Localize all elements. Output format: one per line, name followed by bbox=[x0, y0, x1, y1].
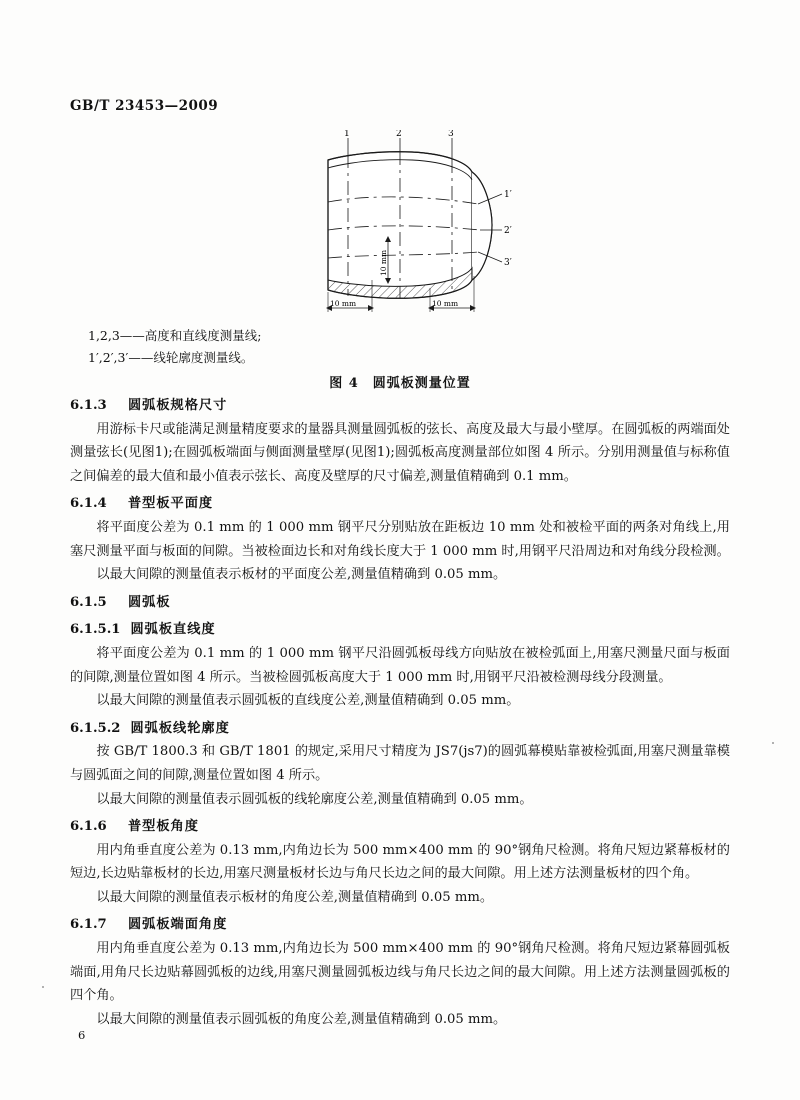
figure-bottom-dimension-left: 10 mm bbox=[330, 299, 357, 308]
section-number: 6.1.5.2 bbox=[70, 720, 121, 736]
section-heading-6-1-7 bbox=[70, 913, 730, 937]
section-title: 普型板平面度 bbox=[128, 496, 214, 512]
figure-label-2: 2 bbox=[396, 130, 402, 139]
figure-legend bbox=[88, 325, 262, 369]
section-number: 6.1.5 bbox=[70, 594, 107, 610]
figure-inner-dimension-label: 10 mm bbox=[379, 249, 388, 276]
document-body bbox=[70, 390, 730, 1031]
figure-label-3-prime: 3′ bbox=[504, 258, 512, 268]
page-header-standard-code: GB/T 23453—2009 bbox=[70, 98, 219, 114]
section-number: 6.1.6 bbox=[70, 819, 107, 835]
arc-plate-measurement-diagram bbox=[300, 130, 540, 320]
paragraph: 以最大间隙的测量值表示圆弧板的角度公差,测量值精确到 0.05 mm。 bbox=[96, 1011, 507, 1027]
figure-bottom-dimension-right: 10 mm bbox=[432, 299, 459, 308]
figure-caption: 图 4 圆弧板测量位置 bbox=[329, 376, 471, 391]
section-title: 普型板角度 bbox=[128, 819, 199, 835]
section-title: 圆弧板端面角度 bbox=[128, 917, 228, 933]
paragraph: 以最大间隙的测量值表示板材的角度公差,测量值精确到 0.05 mm。 bbox=[96, 889, 494, 905]
paragraph: 用游标卡尺或能满足测量精度要求的量器具测量圆弧板的弦长、高度及最大与最小壁厚。在圆弧板的两端面处测量弦长(见图1);在圆弧板端面与侧面测量壁厚(见图1);圆弧板高度测量部位如图 4 所示。分别用测量值与标称值之间偏差的最大值和最小值表示弦长、高度及壁厚的尺寸偏差,测量值精确到 0.1 mm。 bbox=[70, 421, 730, 484]
paragraph: 按 GB/T 1800.3 和 GB/T 1801 的规定,采用尺寸精度为 JS7(js7)的圆弧幕模贴靠被检弧面,用塞尺测量靠模与圆弧面之间的间隙,测量位置如图 4 所示。 bbox=[70, 744, 730, 783]
paragraph: 用内角垂直度公差为 0.13 mm,内角边长为 500 mm×400 mm 的 90°钢角尺检测。将角尺短边紧幕圆弧板端面,用角尺长边贴幕圆弧板的边线,用塞尺测量圆弧板边线与角尺长边之间的最大间隙。用上述方法测量圆弧板的四个角。 bbox=[70, 941, 730, 1004]
figure-legend-line-1: 1,2,3——高度和直线度测量线; bbox=[88, 328, 262, 343]
paragraph: 以最大间隙的测量值表示板材的平面度公差,测量值精确到 0.05 mm。 bbox=[96, 567, 507, 583]
page-number: 6 bbox=[78, 1028, 86, 1042]
figure-label-3: 3 bbox=[448, 130, 454, 139]
paragraph: 用内角垂直度公差为 0.13 mm,内角边长为 500 mm×400 mm 的 90°钢角尺检测。将角尺短边紧幕板材的短边,长边贴靠板材的长边,用塞尺测量板材长边与角尺长边之间的最大间隙。用上述方法测量板材的四个角。 bbox=[70, 842, 730, 882]
paragraph: 将平面度公差为 0.1 mm 的 1 000 mm 钢平尺分别贴放在距板边 10 mm 处和被检平面的两条对角线上,用塞尺测量平面与板面的间隙。当被检面边长和对角线长度大于 1 000 mm 时,用钢平尺沿周边和对角线分段检测。 bbox=[70, 519, 730, 559]
section-number: 6.1.3 bbox=[70, 398, 107, 413]
figure-label-2-prime: 2′ bbox=[504, 226, 512, 236]
scan-speck bbox=[772, 742, 774, 744]
section-heading-6-1-3 bbox=[70, 394, 730, 418]
figure-label-1-prime: 1′ bbox=[504, 190, 512, 200]
section-title: 圆弧板 bbox=[128, 594, 171, 610]
section-title: 圆弧板直线度 bbox=[130, 622, 216, 638]
section-title: 圆弧板线轮廓度 bbox=[130, 720, 230, 736]
section-heading-6-1-4 bbox=[70, 492, 730, 516]
paragraph: 以最大间隙的测量值表示圆弧板的线轮廓度公差,测量值精确到 0.05 mm。 bbox=[96, 791, 533, 807]
figure-label-1: 1 bbox=[344, 130, 350, 139]
section-number: 6.1.4 bbox=[70, 496, 107, 512]
section-number: 6.1.7 bbox=[70, 917, 107, 933]
section-heading-6-1-5-2 bbox=[70, 717, 730, 741]
scan-speck bbox=[42, 986, 44, 988]
section-heading-6-1-5-1 bbox=[70, 618, 730, 642]
figure-legend-line-2: 1′,2′,3′——线轮廓度测量线。 bbox=[88, 350, 254, 365]
section-heading-6-1-5 bbox=[70, 591, 730, 615]
section-number: 6.1.5.1 bbox=[70, 622, 121, 638]
figure-4-container bbox=[70, 130, 730, 320]
section-heading-6-1-6 bbox=[70, 815, 730, 839]
section-title: 圆弧板规格尺寸 bbox=[128, 398, 228, 413]
paragraph: 将平面度公差为 0.1 mm 的 1 000 mm 钢平尺沿圆弧板母线方向贴放在被检弧面上,用塞尺测量尺面与板面的间隙,测量位置如图 4 所示。当被检圆弧板高度大于 1 000 mm 时,用钢平尺沿被检测母线分段测量。 bbox=[70, 645, 730, 685]
paragraph: 以最大间隙的测量值表示圆弧板的直线度公差,测量值精确到 0.05 mm。 bbox=[96, 693, 520, 709]
